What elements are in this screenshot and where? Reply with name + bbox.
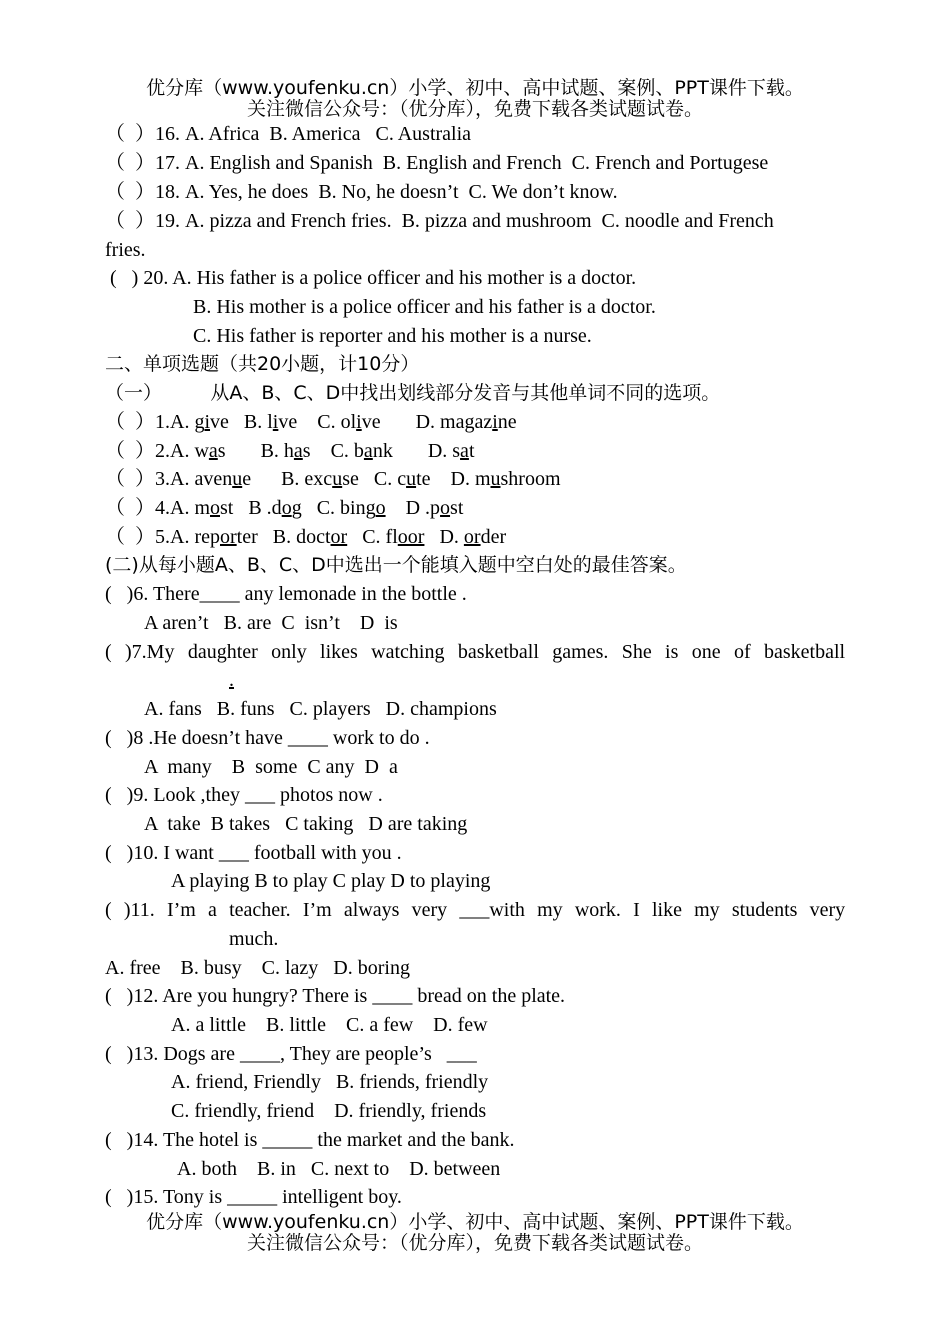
- footer-line-2: 关注微信公众号：（优分库），免费下载各类试题试卷。: [246, 1232, 703, 1254]
- question-6: ( )6. There____ any lemonade in the bottle .: [105, 583, 467, 605]
- question-15: ( )15. Tony is _____ intelligent boy.: [105, 1186, 402, 1208]
- phonics-question-5: （ ）5.A. reporter B. doctor C. floor D. order: [105, 526, 507, 548]
- phonics-question-3: （ ）3.A. avenue B. excuse C. cute D. mushroom: [105, 468, 561, 490]
- question-20-option-b: B. His mother is a police officer and his father is a doctor.: [193, 296, 656, 318]
- question-10-options: A playing B to play C play D to playing: [171, 870, 491, 892]
- phonics-question-4: （ ）4.A. most B .dog C. bingo D .post: [105, 497, 464, 519]
- question-13-options-ab: A. friend, Friendly B. friends, friendly: [171, 1071, 489, 1093]
- question-7-options: A. fans B. funs C. players D. champions: [144, 698, 497, 720]
- phonics-question-1: （ ）1.A. give B. live C. olive D. magazine: [105, 411, 517, 433]
- question-13: ( )13. Dogs are ____, They are people’s ___: [105, 1043, 477, 1065]
- question-12: ( )12. Are you hungry? There is ____ bread on the plate.: [105, 985, 566, 1007]
- question-16: （ ）16. A. Africa B. America C. Australia: [105, 123, 472, 145]
- question-11-continued: much.: [229, 928, 279, 950]
- question-9: ( )9. Look ,they ___ photos now .: [105, 784, 383, 806]
- question-7-blank: .: [229, 669, 234, 691]
- question-19-continued: fries.: [105, 239, 146, 261]
- question-9-options: A take B takes C taking D are taking: [144, 813, 468, 835]
- question-11-options: A. free B. busy C. lazy D. boring: [105, 957, 410, 979]
- question-14-options: A. both B. in C. next to D. between: [177, 1158, 501, 1180]
- question-8: ( )8 .He doesn’t have ____ work to do .: [105, 727, 430, 749]
- question-6-options: A aren’t B. are C isn’t D is: [144, 612, 398, 634]
- question-14: ( )14. The hotel is _____ the market and the bank.: [105, 1129, 515, 1151]
- question-19: （ ）19. A. pizza and French fries. B. pizza and mushroom C. noodle and French: [105, 210, 774, 232]
- part-2-instructions: (二)从每小题A、B、C、D中选出一个能填入题中空白处的最佳答案。: [105, 554, 687, 576]
- question-7: ( )7.My daughter only likes watching basketball games. She is one of basketball: [105, 641, 846, 663]
- header-line-2: 关注微信公众号：（优分库），免费下载各类试题试卷。: [246, 98, 703, 120]
- question-10: ( )10. I want ___ football with you .: [105, 842, 402, 864]
- phonics-question-2: （ ）2.A. was B. has C. bank D. sat: [105, 440, 475, 462]
- part-1-instructions: （一） 从A、B、C、D中找出划线部分发音与其他单词不同的选项。: [105, 382, 721, 404]
- question-12-options: A. a little B. little C. a few D. few: [171, 1014, 488, 1036]
- question-20-option-c: C. His father is reporter and his mother is a nurse.: [193, 325, 592, 347]
- section-2-title: 二、单项选题（共20小题，计10分）: [105, 353, 420, 375]
- question-18: （ ）18. A. Yes, he does B. No, he doesn’t C. We don’t know.: [105, 181, 618, 203]
- question-13-options-cd: C. friendly, friend D. friendly, friends: [171, 1100, 487, 1122]
- question-17: （ ）17. A. English and Spanish B. English and French C. French and Portugese: [105, 152, 769, 174]
- question-8-options: A many B some C any D a: [144, 756, 398, 778]
- footer-line-1: 优分库（www.youfenku.cn）小学、初中、高中试题、案例、PPT课件下载。: [146, 1211, 804, 1233]
- question-20: ( ) 20. A. His father is a police officer and his mother is a doctor.: [105, 267, 637, 289]
- header-line-1: 优分库（www.youfenku.cn）小学、初中、高中试题、案例、PPT课件下载。: [146, 77, 804, 99]
- question-11: ( )11. I’m a teacher. I’m always very ___with my work. I like my students very: [105, 899, 846, 921]
